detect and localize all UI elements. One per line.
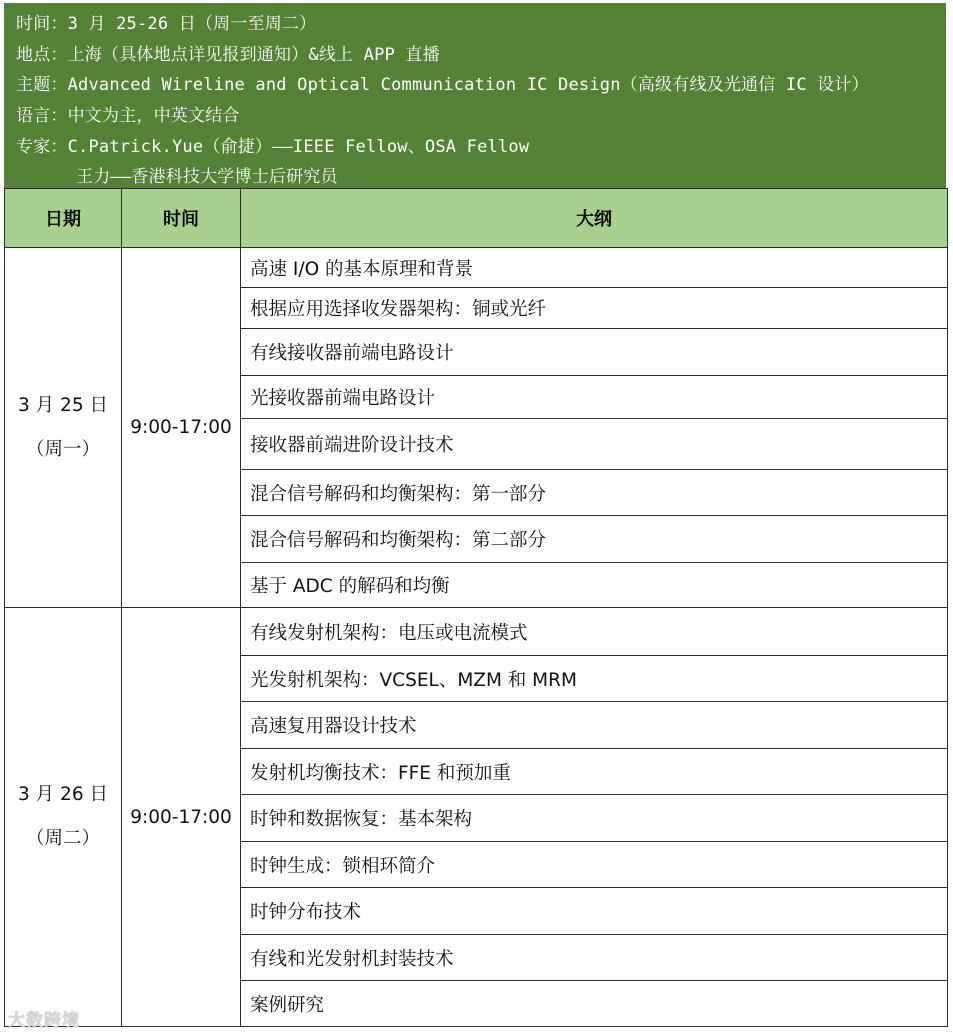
day2-topic-4: 发射机均衡技术：FFE 和预加重 (241, 749, 948, 795)
column-header-outline: 大纲 (241, 189, 948, 248)
day2-topic-3: 高速复用器设计技术 (241, 702, 948, 749)
day1-topic-5: 接收器前端进阶设计技术 (241, 419, 948, 470)
day1-weekday: （周一） (25, 438, 100, 460)
day2-topic-6: 时钟生成：锁相环简介 (241, 842, 948, 888)
day2-topic-9: 案例研究 (241, 981, 948, 1027)
table-row (5, 608, 948, 656)
day1-topic-2: 根据应用选择收发器架构：铜或光纤 (241, 288, 948, 329)
column-header-time: 时间 (122, 189, 241, 248)
day2-date: 3 月 26 日 (18, 784, 108, 805)
day1-date-cell (5, 248, 122, 608)
day1-topic-4: 光接收器前端电路设计 (241, 376, 948, 419)
day2-time: 9:00-17:00 (122, 608, 241, 1027)
table-header-row (5, 189, 948, 248)
header-expert-1: 专家：C.Patrick.Yue（俞捷）——IEEE Fellow、OSA Fellow (16, 136, 530, 157)
day1-date: 3 月 25 日 (18, 394, 108, 416)
day1-topic-6: 混合信号解码和均衡架构：第一部分 (241, 470, 948, 516)
day2-topic-8: 有线和光发射机封装技术 (241, 935, 948, 981)
table-row (5, 248, 948, 288)
header-time: 时间：3 月 25-26 日（周一至周二） (16, 14, 317, 34)
header-location: 地点：上海（具体地点详见报到通知）&线上 APP 直播 (16, 44, 440, 65)
day2-date-cell (5, 608, 122, 1027)
day2-topic-2: 光发射机架构：VCSEL、MZM 和 MRM (241, 656, 948, 702)
header-topic: 主题：Advanced Wireline and Optical Communication IC Design（高级有线及光通信 IC 设计） (16, 75, 869, 96)
day1-topic-8: 基于 ADC 的解码和均衡 (241, 563, 948, 608)
schedule-table (4, 188, 948, 1027)
watermark-logo: 大数跨境 (8, 1011, 80, 1031)
day2-topic-1: 有线发射机架构：电压或电流模式 (241, 608, 948, 656)
day1-time: 9:00-17:00 (122, 248, 241, 608)
day1-topic-1: 高速 I/O 的基本原理和背景 (241, 248, 948, 288)
day1-topic-7: 混合信号解码和均衡架构：第二部分 (241, 516, 948, 563)
day2-weekday: （周二） (25, 828, 100, 849)
info-header (4, 3, 946, 188)
day2-topic-5: 时钟和数据恢复：基本架构 (241, 795, 948, 842)
column-header-date: 日期 (5, 189, 122, 248)
day1-topic-3: 有线接收器前端电路设计 (241, 329, 948, 376)
header-language: 语言：中文为主，中英文结合 (16, 106, 240, 127)
day2-topic-7: 时钟分布技术 (241, 888, 948, 935)
header-expert-2: 王力——香港科技大学博士后研究员 (76, 167, 338, 188)
